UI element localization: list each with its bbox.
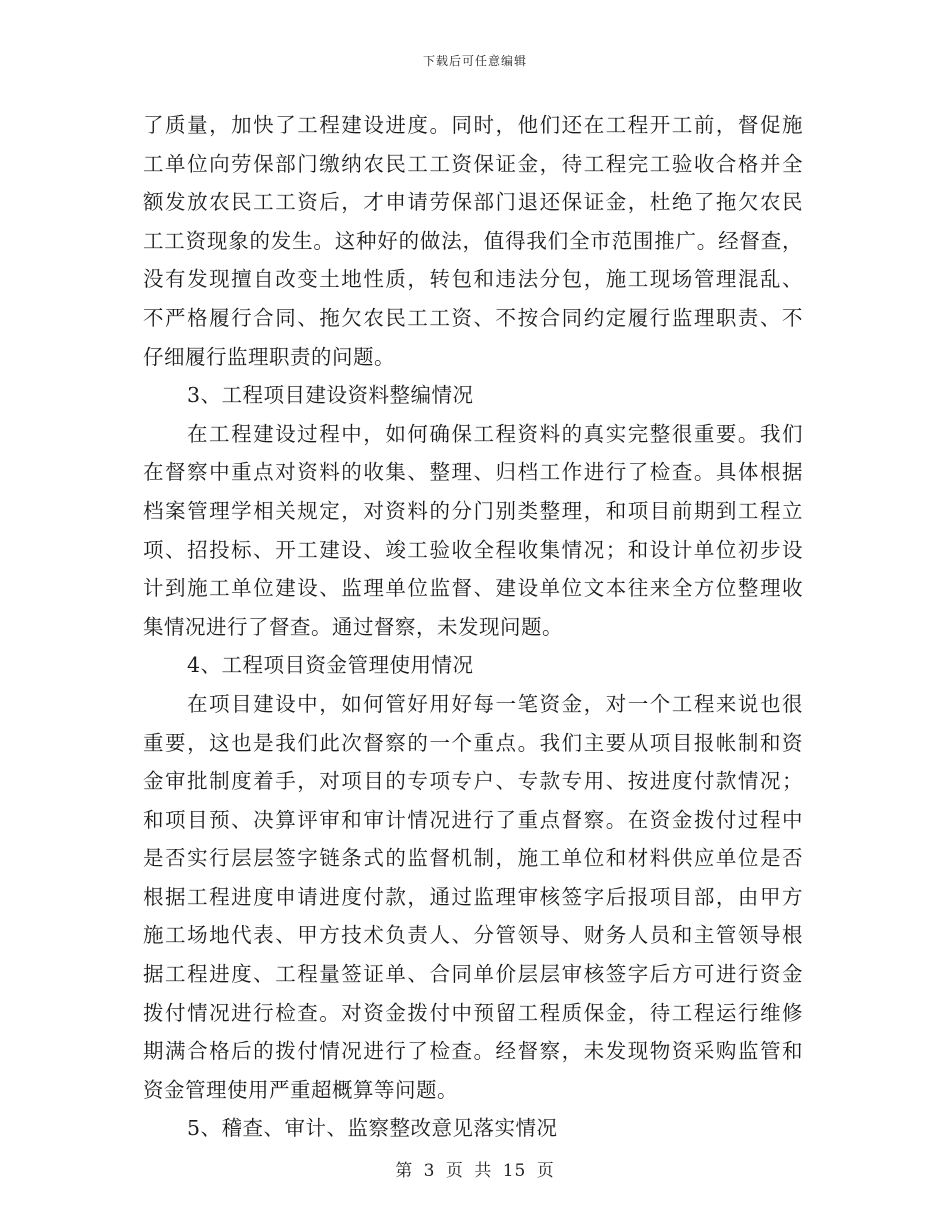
page-footer: 第 3 页 共 15 页 [395,1161,555,1181]
paragraph [143,646,803,685]
text-line: 拨付情况进行检查。对资金拨付中预留工程质保金，待工程运行维修 [143,1000,803,1025]
paragraph [143,106,803,376]
text-line: 资金管理使用严重超概算等问题。 [143,1077,458,1102]
text-line: 据工程进度、工程量签证单、合同单价层层审核签字后方可进行资金 [143,962,803,987]
text-line: 集情况进行了督查。通过督察，未发现问题。 [143,614,563,639]
text-line: 没有发现擅自改变土地性质，转包和违法分包，施工现场管理混乱、 [143,267,803,292]
text-line: 根据工程进度申请进度付款，通过监理审核签字后报项目部，由甲方 [143,884,803,909]
paragraph [143,415,803,647]
text-line: 4、工程项目资金管理使用情况 [187,653,474,678]
text-line: 项、招投标、开工建设、竣工验收全程收集情况；和设计单位初步设 [143,537,803,562]
text-line: 不严格履行合同、拖欠农民工工资、不按合同约定履行监理职责、不 [143,305,803,330]
document-body [143,106,803,1148]
text-line: 重要，这也是我们此次督察的一个重点。我们主要从项目报帐制和资 [143,730,803,755]
text-line: 金审批制度着手，对项目的专项专户、专款专用、按进度付款情况； [143,769,803,794]
text-line: 期满合格后的拨付情况进行了检查。经督察，未发现物资采购监管和 [143,1039,803,1064]
text-line: 在工程建设过程中，如何确保工程资料的真实完整很重要。我们 [187,421,803,446]
text-line: 施工场地代表、甲方技术负责人、分管领导、财务人员和主管领导根 [143,923,803,948]
text-line: 3、工程项目建设资料整编情况 [187,383,474,408]
text-line: 5、稽查、审计、监察整改意见落实情况 [187,1116,558,1141]
text-line: 在督察中重点对资料的收集、整理、归档工作进行了检查。具体根据 [143,460,803,485]
page-header: 下载后可任意编辑 [422,54,527,68]
paragraph [143,685,803,1110]
text-line: 工单位向劳保部门缴纳农民工工资保证金，待工程完工验收合格并全 [143,151,803,176]
text-line: 在项目建设中，如何管好用好每一笔资金，对一个工程来说也很 [187,691,803,716]
text-line: 额发放农民工工资后，才申请劳保部门退还保证金，杜绝了拖欠农民 [143,190,803,215]
paragraph [143,376,803,415]
text-line: 和项目预、决算评审和审计情况进行了重点督察。在资金拨付过程中 [143,807,803,832]
text-line: 仔细履行监理职责的问题。 [143,344,395,369]
text-line: 了质量，加快了工程建设进度。同时，他们还在工程开工前，督促施 [143,113,803,137]
paragraph [143,1109,803,1148]
text-line: 档案管理学相关规定，对资料的分门别类整理，和项目前期到工程立 [143,498,803,523]
text-line: 是否实行层层签字链条式的监督机制，施工单位和材料供应单位是否 [143,846,803,871]
text-line: 工工资现象的发生。这种好的做法，值得我们全市范围推广。经督查， [143,228,803,253]
text-line: 计到施工单位建设、监理单位监督、建设单位文本往来全方位整理收 [143,576,803,601]
